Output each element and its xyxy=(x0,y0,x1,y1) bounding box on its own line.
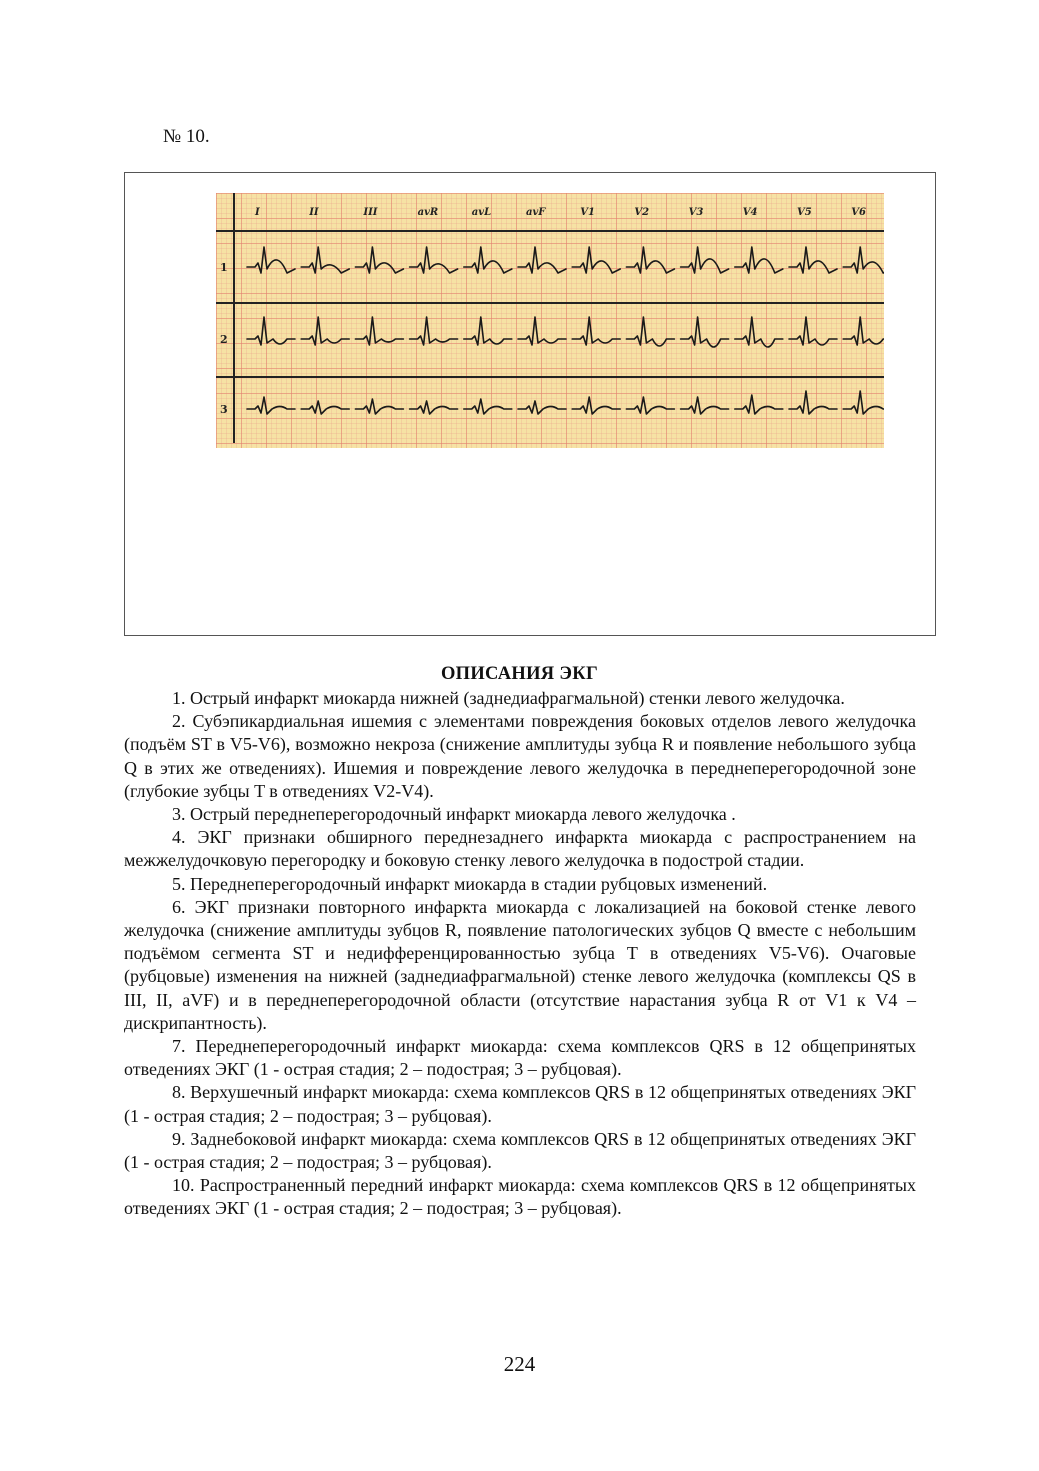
descriptions-heading: ОПИСАНИЯ ЭКГ xyxy=(440,664,599,684)
ecg-lead-label: avL xyxy=(471,207,492,218)
ecg-complex-trace xyxy=(464,317,512,345)
ecg-figure-frame xyxy=(124,172,936,636)
ecg-complex-trace xyxy=(355,317,403,345)
ecg-complex-trace xyxy=(843,391,884,414)
descriptions-list xyxy=(124,687,916,1221)
ecg-complex-trace xyxy=(735,317,783,347)
description-item: 3. Острый переднеперегородочный инфаркт миокарда левого желудочка . xyxy=(172,804,736,825)
description-item: 4. ЭКГ признаки обширного переднезаднего инфаркта миокарда с распространением на межжелудочковую перегородку и боковую стенку левого желудочка в подострой стадии. xyxy=(124,827,916,871)
ecg-complex-trace xyxy=(355,399,403,414)
task-number: № 10. xyxy=(163,126,210,147)
ecg-lead-label: avR xyxy=(417,207,439,218)
ecg-strip-image xyxy=(216,193,884,448)
ecg-complex-trace xyxy=(681,317,729,347)
ecg-complex-trace xyxy=(410,401,458,414)
page-number: 224 xyxy=(503,1352,536,1376)
ecg-complex-trace xyxy=(464,247,512,273)
ecg-complex-trace xyxy=(789,391,837,414)
ecg-row-label: 3 xyxy=(220,403,228,416)
ecg-complex-trace xyxy=(518,401,566,414)
description-item: 1. Острый инфаркт миокарда нижней (заднедиафрагмальной) стенки левого желудочка. xyxy=(172,688,845,708)
ecg-complex-trace xyxy=(735,395,783,414)
ecg-complex-trace xyxy=(355,247,403,273)
ecg-complex-trace xyxy=(572,247,620,273)
ecg-complex-trace xyxy=(735,247,783,273)
description-item: 6. ЭКГ признаки повторного инфаркта миокарда с локализацией на боковой стенке левого желудочка (снижение амплитуды зубцов R, появление патологических зубцов Q вместе с небольшим подъёмом сегмента ST и недифференцированностью зубца Т в отведениях V5-V6). Очаговые (рубцовые) изменения на нижней (заднедиафрагмальной) стенке левого желудочка (комплексы QS в III, II, aVF) и в переднеперегородочной области (отсутствие нарастания зубца R от V1 к V4 – дискрипантность). xyxy=(124,896,916,1033)
ecg-lead-label: II xyxy=(309,207,319,218)
description-item: 9. Заднебоковой инфаркт миокарда: схема комплексов QRS в 12 общепринятых отведениях ЭКГ (1 - острая стадия; 2 – подострая; 3 – рубцовая). xyxy=(124,1128,916,1173)
ecg-complex-trace xyxy=(681,397,729,414)
ecg-complex-trace xyxy=(247,247,295,273)
description-item: 8. Верхушечный инфаркт миокарда: схема комплексов QRS в 12 общепринятых отведениях ЭКГ (1 - острая стадия; 2 – подострая; 3 – рубцовая). xyxy=(124,1082,916,1126)
ecg-complex-trace xyxy=(789,317,837,345)
ecg-row-label: 2 xyxy=(220,333,228,346)
ecg-complex-trace xyxy=(301,401,349,414)
ecg-complex-trace xyxy=(301,247,349,273)
ecg-complex-trace xyxy=(410,247,458,273)
ecg-lead-label: avF xyxy=(526,207,546,218)
ecg-lead-label: V2 xyxy=(634,207,650,218)
ecg-complex-trace xyxy=(681,247,729,273)
ecg-lead-label: V5 xyxy=(797,207,812,218)
ecg-complex-trace xyxy=(410,317,458,345)
ecg-complex-trace xyxy=(247,317,295,345)
ecg-complex-trace xyxy=(572,397,620,414)
description-item: 7. Переднеперегородочный инфаркт миокарда: схема комплексов QRS в 12 общепринятых отведениях ЭКГ (1 - острая стадия; 2 – подострая; 3 – рубцовая). xyxy=(124,1036,916,1080)
ecg-complex-trace xyxy=(626,397,674,414)
ecg-lead-label: V6 xyxy=(851,207,866,218)
ecg-complex-trace xyxy=(626,317,674,346)
ecg-complex-trace xyxy=(247,397,295,414)
description-item: 5. Переднеперегородочный инфаркт миокарда в стадии рубцовых изменений. xyxy=(172,873,768,894)
ecg-lead-label: I xyxy=(255,207,260,218)
ecg-complex-trace xyxy=(626,247,674,273)
ecg-complex-trace xyxy=(464,399,512,414)
description-item: 2. Субэпикардиальная ишемия с элементами повреждения боковых отделов левого желудочка (подъём ST в V5-V6), возможно некроза (снижение амплитуды зубца R и появление небольшого зубца Q в этих же отведениях). Ишемия и повреждение левого желудочка в переднеперегородочной зоне (глубокие зубцы T в отведениях V2-V4). xyxy=(124,711,916,801)
ecg-tracing xyxy=(216,193,884,448)
ecg-complex-trace xyxy=(843,247,884,273)
description-item: 10. Распространенный передний инфаркт миокарда: схема комплексов QRS в 12 общепринятых отведениях ЭКГ (1 - острая стадия; 2 – подострая; 3 – рубцовая). xyxy=(124,1175,916,1219)
ecg-row-label: 1 xyxy=(220,261,228,274)
ecg-complex-trace xyxy=(789,247,837,273)
ecg-lead-label: III xyxy=(363,207,378,218)
ecg-lead-label: V1 xyxy=(580,207,595,218)
ecg-lead-label: V4 xyxy=(742,207,758,218)
ecg-complex-trace xyxy=(518,317,566,345)
ecg-lead-label: V3 xyxy=(688,207,704,218)
ecg-complex-trace xyxy=(843,317,884,345)
ecg-complex-trace xyxy=(572,317,620,345)
ecg-complex-trace xyxy=(518,247,566,273)
ecg-complex-trace xyxy=(301,317,349,345)
